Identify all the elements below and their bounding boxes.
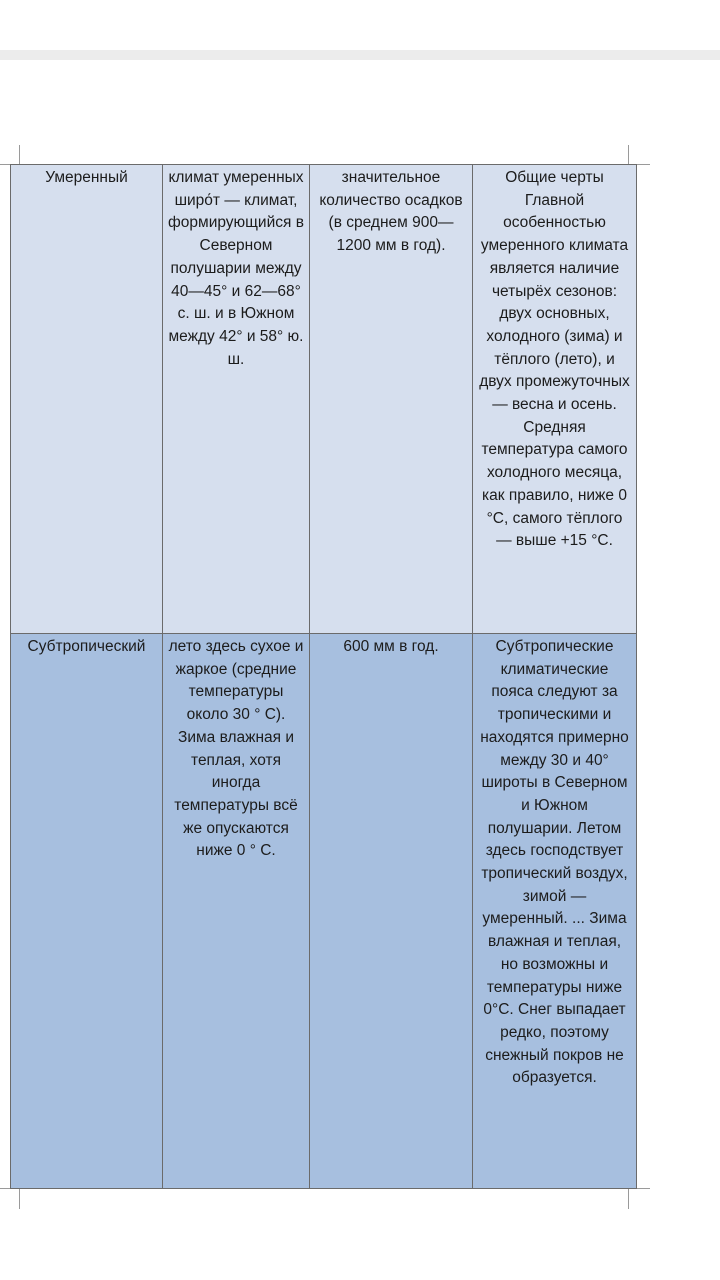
cell-description: лето здесь сухое и жаркое (средние температуры около 30 ° С). Зима влажная и теплая, хотя иногда температуры всё же опускаются ниже 0 ° С. [163, 634, 310, 1189]
crop-mark [636, 1188, 650, 1189]
cell-zone: Субтропический [11, 634, 163, 1189]
crop-mark [628, 145, 629, 164]
cell-features: Субтропические климатические пояса следуют за тропическими и находятся примерно между 30 и 40° широты в Северном и Южном полушарии. Летом здесь господствует тропический воздух, зимой — умеренный. ... Зима влажная и теплая, но возможны и температуры ниже 0°С. Снег выпадает редко, поэтому снежный покров не образуется. [473, 634, 637, 1189]
cell-zone: Умеренный [11, 165, 163, 634]
crop-mark [0, 164, 10, 165]
crop-mark [19, 1188, 20, 1209]
table-row-subtropical [11, 634, 637, 1189]
cell-features: Общие черты Главной особенностью умеренного климата является наличие четырёх сезонов: двух основных, холодного (зима) и тёплого (лето), и двух промежуточных — весна и осень. Средняя температура самого холодного месяца, как правило, ниже 0 °С, самого тёплого — выше +15 °С. [473, 165, 637, 634]
climate-table [10, 164, 637, 1189]
crop-mark [19, 145, 20, 164]
cell-precipitation: значительное количество осадков (в среднем 900—1200 мм в год). [310, 165, 473, 634]
crop-mark [628, 1188, 629, 1209]
table-row-temperate [11, 165, 637, 634]
crop-mark [636, 164, 650, 165]
crop-mark [0, 1188, 10, 1189]
cell-precipitation: 600 мм в год. [310, 634, 473, 1189]
cell-description: климат умеренных широ́т — климат, формирующийся в Северном полушарии между 40—45° и 62—68° с. ш. и в Южном между 42° и 58° ю. ш. [163, 165, 310, 634]
top-divider-bar [0, 50, 720, 60]
